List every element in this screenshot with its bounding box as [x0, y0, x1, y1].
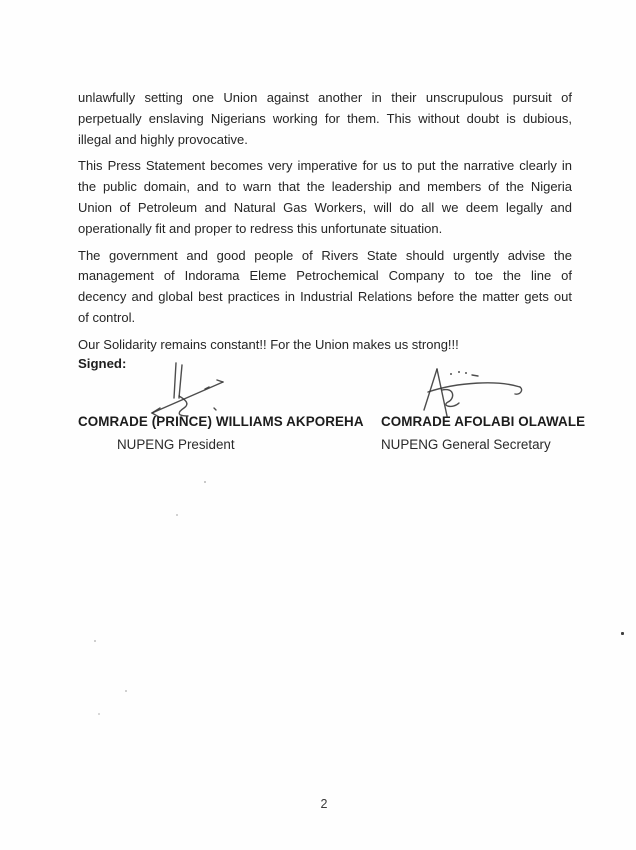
paragraph: [78, 246, 572, 329]
paragraph: [78, 156, 572, 239]
paragraph-line: decency and global best practices in Industrial Relations before the matter gets out: [78, 289, 572, 305]
signatory-name-general-secretary: COMRADE AFOLABI OLAWALE: [381, 414, 586, 429]
paragraph-line: management of Indorama Eleme Petrochemical Company to toe the line of: [78, 268, 572, 284]
paragraph-line: of control.: [78, 309, 136, 325]
scan-speck: [204, 481, 206, 483]
scan-speck: [94, 640, 96, 642]
scan-speck: [176, 514, 178, 516]
paragraph-line: perpetually enslaving Nigerians working for them. This without doubt is dubious,: [78, 110, 572, 126]
signatory-title-president: NUPENG President: [117, 437, 235, 452]
paragraph-line: illegal and highly provocative.: [78, 131, 248, 147]
paragraph-line: Union of Petroleum and Natural Gas Workers, will do all we deem legally and: [78, 199, 572, 215]
paragraph-line: the public domain, and to warn that the leadership and members of the Nigeria: [78, 179, 572, 195]
paragraph-line: This Press Statement becomes very imperative for us to put the narrative clearly in: [78, 158, 572, 174]
scan-speck: [621, 632, 624, 635]
paragraph-line: Our Solidarity remains constant!! For the Union makes us strong!!!: [78, 336, 459, 352]
document-body: [78, 88, 572, 362]
page-number: 2: [320, 797, 328, 811]
scan-speck: [98, 713, 100, 715]
paragraph: [78, 88, 572, 150]
paragraph-line: operationally fit and proper to redress this unfortunate situation.: [78, 220, 443, 236]
signatory-name-president: COMRADE (PRINCE) WILLIAMS AKPOREHA: [78, 414, 364, 429]
paragraph-line: The government and good people of Rivers State should urgently advise the: [78, 247, 572, 263]
scan-speck: [125, 690, 127, 692]
signed-label: Signed:: [78, 356, 127, 371]
paragraph-line: unlawfully setting one Union against another in their unscrupulous pursuit of: [78, 90, 572, 105]
signatory-title-general-secretary: NUPENG General Secretary: [381, 437, 551, 452]
